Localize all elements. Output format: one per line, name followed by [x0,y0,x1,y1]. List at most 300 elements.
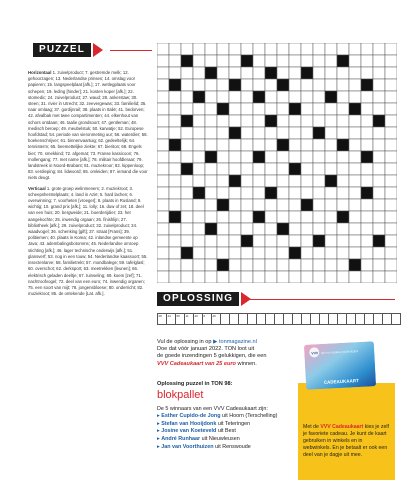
grid-cell[interactable] [241,43,253,55]
grid-cell[interactable] [385,79,397,91]
grid-cell[interactable] [265,223,277,235]
grid-cell[interactable] [181,271,193,283]
grid-cell[interactable] [181,139,193,151]
grid-cell[interactable] [301,103,313,115]
grid-cell[interactable] [385,223,397,235]
grid-cell[interactable] [373,223,385,235]
grid-cell[interactable] [301,211,313,223]
grid-cell[interactable] [205,247,217,259]
grid-cell[interactable] [169,127,181,139]
site-link[interactable]: tonmagazine.nl [218,339,257,345]
grid-cell[interactable] [313,199,325,211]
grid-cell[interactable] [337,199,349,211]
grid-cell[interactable] [289,259,301,271]
grid-cell[interactable] [373,151,385,163]
grid-cell[interactable] [301,175,313,187]
grid-cell[interactable] [277,175,289,187]
grid-cell[interactable] [205,199,217,211]
grid-cell[interactable] [217,127,229,139]
grid-cell[interactable] [193,175,205,187]
grid-cell[interactable] [349,151,361,163]
grid-cell[interactable] [193,271,205,283]
grid-cell[interactable] [253,55,265,67]
grid-cell[interactable] [169,223,181,235]
grid-cell[interactable] [277,199,289,211]
grid-cell[interactable] [349,187,361,199]
grid-cell[interactable] [217,163,229,175]
grid-cell[interactable] [361,139,373,151]
grid-cell[interactable] [301,139,313,151]
grid-cell[interactable] [385,127,397,139]
grid-cell[interactable] [229,223,241,235]
grid-cell[interactable] [169,55,181,67]
grid-cell[interactable] [349,199,361,211]
grid-cell[interactable] [157,103,169,115]
grid-cell[interactable] [349,115,361,127]
grid-cell[interactable] [373,175,385,187]
grid-cell[interactable] [385,211,397,223]
grid-cell[interactable] [313,187,325,199]
grid-cell[interactable] [325,55,337,67]
grid-cell[interactable] [205,163,217,175]
grid-cell[interactable] [289,199,301,211]
grid-cell[interactable] [217,271,229,283]
grid-cell[interactable] [181,43,193,55]
grid-cell[interactable] [229,139,241,151]
grid-cell[interactable] [193,115,205,127]
grid-cell[interactable] [205,91,217,103]
grid-cell[interactable] [361,103,373,115]
grid-cell[interactable] [181,151,193,163]
grid-cell[interactable] [289,151,301,163]
grid-cell[interactable] [205,79,217,91]
grid-cell[interactable] [385,91,397,103]
grid-cell[interactable] [277,259,289,271]
grid-cell[interactable] [241,163,253,175]
grid-cell[interactable] [313,223,325,235]
grid-cell[interactable] [229,55,241,67]
grid-cell[interactable] [217,211,229,223]
grid-cell[interactable] [229,91,241,103]
grid-cell[interactable] [193,139,205,151]
grid-cell[interactable] [301,79,313,91]
solution-cell[interactable]: 6 [202,313,212,325]
grid-cell[interactable] [265,211,277,223]
grid-cell[interactable] [337,247,349,259]
grid-cell[interactable] [169,271,181,283]
grid-cell[interactable] [169,187,181,199]
grid-cell[interactable] [253,235,265,247]
grid-cell[interactable] [325,67,337,79]
grid-cell[interactable] [277,271,289,283]
grid-cell[interactable] [337,43,349,55]
grid-cell[interactable] [325,151,337,163]
grid-cell[interactable] [325,211,337,223]
solution-cell[interactable]: 44 [166,313,176,325]
grid-cell[interactable] [373,91,385,103]
grid-cell[interactable] [289,55,301,67]
grid-cell[interactable] [253,115,265,127]
grid-cell[interactable] [157,43,169,55]
grid-cell[interactable] [349,163,361,175]
grid-cell[interactable] [265,139,277,151]
grid-cell[interactable] [361,67,373,79]
grid-cell[interactable] [349,67,361,79]
grid-cell[interactable] [169,151,181,163]
grid-cell[interactable] [169,67,181,79]
grid-cell[interactable] [337,103,349,115]
grid-cell[interactable] [265,235,277,247]
grid-cell[interactable] [301,271,313,283]
grid-cell[interactable] [169,115,181,127]
grid-cell[interactable] [241,139,253,151]
grid-cell[interactable] [277,55,289,67]
grid-cell[interactable] [265,103,277,115]
grid-cell[interactable] [157,247,169,259]
grid-cell[interactable] [385,139,397,151]
grid-cell[interactable] [193,67,205,79]
crossword-grid[interactable] [157,43,397,283]
grid-cell[interactable] [253,187,265,199]
grid-cell[interactable] [157,91,169,103]
grid-cell[interactable] [337,259,349,271]
grid-cell[interactable] [289,127,301,139]
grid-cell[interactable] [325,43,337,55]
grid-cell[interactable] [157,223,169,235]
grid-cell[interactable] [253,163,265,175]
grid-cell[interactable] [361,115,373,127]
grid-cell[interactable] [169,103,181,115]
grid-cell[interactable] [217,43,229,55]
grid-cell[interactable] [241,271,253,283]
solution-cell[interactable] [391,313,401,325]
grid-cell[interactable] [277,43,289,55]
grid-cell[interactable] [361,259,373,271]
grid-cell[interactable] [229,235,241,247]
grid-cell[interactable] [313,115,325,127]
solution-cell[interactable]: 46 [211,313,221,325]
grid-cell[interactable] [325,103,337,115]
grid-cell[interactable] [241,127,253,139]
grid-cell[interactable] [289,115,301,127]
grid-cell[interactable] [361,127,373,139]
grid-cell[interactable] [337,175,349,187]
grid-cell[interactable] [313,103,325,115]
grid-cell[interactable] [181,103,193,115]
grid-cell[interactable] [313,139,325,151]
grid-cell[interactable] [181,223,193,235]
grid-cell[interactable] [241,115,253,127]
grid-cell[interactable] [385,43,397,55]
grid-cell[interactable] [205,175,217,187]
grid-cell[interactable] [385,271,397,283]
grid-cell[interactable] [229,199,241,211]
grid-cell[interactable] [169,235,181,247]
grid-cell[interactable] [313,151,325,163]
grid-cell[interactable] [385,235,397,247]
grid-cell[interactable] [217,79,229,91]
grid-cell[interactable] [181,67,193,79]
grid-cell[interactable] [157,163,169,175]
grid-cell[interactable] [229,259,241,271]
grid-cell[interactable] [349,247,361,259]
grid-cell[interactable] [241,151,253,163]
grid-cell[interactable] [253,43,265,55]
grid-cell[interactable] [241,79,253,91]
grid-cell[interactable] [325,163,337,175]
grid-cell[interactable] [337,163,349,175]
grid-cell[interactable] [193,247,205,259]
grid-cell[interactable] [385,115,397,127]
grid-cell[interactable] [325,247,337,259]
grid-cell[interactable] [241,247,253,259]
grid-cell[interactable] [301,235,313,247]
grid-cell[interactable] [325,127,337,139]
grid-cell[interactable] [373,163,385,175]
grid-cell[interactable] [277,151,289,163]
grid-cell[interactable] [325,115,337,127]
grid-cell[interactable] [253,139,265,151]
grid-cell[interactable] [181,187,193,199]
grid-cell[interactable] [229,271,241,283]
grid-cell[interactable] [385,259,397,271]
grid-cell[interactable] [289,79,301,91]
grid-cell[interactable] [229,67,241,79]
grid-cell[interactable] [253,67,265,79]
grid-cell[interactable] [229,187,241,199]
grid-cell[interactable] [241,67,253,79]
grid-cell[interactable] [289,187,301,199]
grid-cell[interactable] [169,259,181,271]
grid-cell[interactable] [301,43,313,55]
grid-cell[interactable] [169,163,181,175]
grid-cell[interactable] [313,175,325,187]
grid-cell[interactable] [253,247,265,259]
grid-cell[interactable] [277,187,289,199]
grid-cell[interactable] [229,115,241,127]
grid-cell[interactable] [277,235,289,247]
grid-cell[interactable] [157,115,169,127]
grid-cell[interactable] [217,187,229,199]
grid-cell[interactable] [217,235,229,247]
grid-cell[interactable] [217,175,229,187]
grid-cell[interactable] [157,151,169,163]
grid-cell[interactable] [277,211,289,223]
grid-cell[interactable] [157,199,169,211]
grid-cell[interactable] [205,103,217,115]
grid-cell[interactable] [337,151,349,163]
grid-cell[interactable] [385,199,397,211]
grid-cell[interactable] [217,115,229,127]
grid-cell[interactable] [361,55,373,67]
grid-cell[interactable] [325,187,337,199]
grid-cell[interactable] [193,127,205,139]
grid-cell[interactable] [373,67,385,79]
grid-cell[interactable] [217,139,229,151]
grid-cell[interactable] [157,127,169,139]
grid-cell[interactable] [373,211,385,223]
grid-cell[interactable] [277,115,289,127]
grid-cell[interactable] [157,175,169,187]
grid-cell[interactable] [313,79,325,91]
grid-cell[interactable] [157,79,169,91]
grid-cell[interactable] [193,79,205,91]
grid-cell[interactable] [301,115,313,127]
grid-cell[interactable] [337,187,349,199]
grid-cell[interactable] [289,43,301,55]
grid-cell[interactable] [313,211,325,223]
grid-cell[interactable] [229,247,241,259]
grid-cell[interactable] [277,91,289,103]
grid-cell[interactable] [241,223,253,235]
grid-cell[interactable] [253,103,265,115]
grid-cell[interactable] [337,79,349,91]
grid-cell[interactable] [385,55,397,67]
grid-cell[interactable] [301,163,313,175]
grid-cell[interactable] [301,151,313,163]
grid-cell[interactable] [265,91,277,103]
grid-cell[interactable] [241,187,253,199]
grid-cell[interactable] [193,151,205,163]
grid-cell[interactable] [217,67,229,79]
grid-cell[interactable] [193,211,205,223]
grid-cell[interactable] [205,271,217,283]
grid-cell[interactable] [337,67,349,79]
grid-cell[interactable] [277,127,289,139]
grid-cell[interactable] [265,127,277,139]
grid-cell[interactable] [349,79,361,91]
grid-cell[interactable] [325,139,337,151]
grid-cell[interactable] [361,199,373,211]
grid-cell[interactable] [337,223,349,235]
grid-cell[interactable] [373,103,385,115]
grid-cell[interactable] [349,235,361,247]
grid-cell[interactable] [193,103,205,115]
grid-cell[interactable] [241,175,253,187]
grid-cell[interactable] [265,259,277,271]
grid-cell[interactable] [289,67,301,79]
grid-cell[interactable] [349,175,361,187]
grid-cell[interactable] [265,79,277,91]
grid-cell[interactable] [385,151,397,163]
grid-cell[interactable] [325,235,337,247]
grid-cell[interactable] [265,151,277,163]
grid-cell[interactable] [181,127,193,139]
grid-cell[interactable] [385,67,397,79]
grid-cell[interactable] [301,223,313,235]
grid-cell[interactable] [373,259,385,271]
grid-cell[interactable] [277,247,289,259]
grid-cell[interactable] [361,163,373,175]
grid-cell[interactable] [349,127,361,139]
grid-cell[interactable] [361,211,373,223]
grid-cell[interactable] [229,163,241,175]
grid-cell[interactable] [157,211,169,223]
grid-cell[interactable] [265,43,277,55]
grid-cell[interactable] [337,91,349,103]
grid-cell[interactable] [229,43,241,55]
grid-cell[interactable] [157,235,169,247]
grid-cell[interactable] [181,199,193,211]
grid-cell[interactable] [265,55,277,67]
grid-cell[interactable] [373,247,385,259]
grid-cell[interactable] [373,139,385,151]
grid-cell[interactable] [361,271,373,283]
grid-cell[interactable] [169,91,181,103]
grid-cell[interactable] [205,139,217,151]
grid-cell[interactable] [241,211,253,223]
grid-cell[interactable] [157,139,169,151]
grid-cell[interactable] [301,127,313,139]
grid-cell[interactable] [337,127,349,139]
grid-cell[interactable] [325,271,337,283]
grid-cell[interactable] [205,115,217,127]
grid-cell[interactable] [289,235,301,247]
grid-cell[interactable] [253,127,265,139]
grid-cell[interactable] [361,223,373,235]
grid-cell[interactable] [337,235,349,247]
grid-cell[interactable] [313,43,325,55]
grid-cell[interactable] [325,79,337,91]
grid-cell[interactable] [217,55,229,67]
grid-cell[interactable] [301,247,313,259]
grid-cell[interactable] [385,175,397,187]
grid-cell[interactable] [217,91,229,103]
grid-cell[interactable] [181,259,193,271]
grid-cell[interactable] [169,43,181,55]
grid-cell[interactable] [361,247,373,259]
grid-cell[interactable] [229,211,241,223]
grid-cell[interactable] [301,187,313,199]
grid-cell[interactable] [241,103,253,115]
grid-cell[interactable] [313,259,325,271]
grid-cell[interactable] [169,199,181,211]
grid-cell[interactable] [349,211,361,223]
grid-cell[interactable] [349,223,361,235]
grid-cell[interactable] [253,259,265,271]
grid-cell[interactable] [205,259,217,271]
grid-cell[interactable] [253,223,265,235]
grid-cell[interactable] [373,79,385,91]
grid-cell[interactable] [313,67,325,79]
grid-cell[interactable] [373,127,385,139]
grid-cell[interactable] [253,175,265,187]
grid-cell[interactable] [181,211,193,223]
grid-cell[interactable] [265,271,277,283]
grid-cell[interactable] [337,115,349,127]
grid-cell[interactable] [205,187,217,199]
grid-cell[interactable] [265,199,277,211]
grid-cell[interactable] [313,271,325,283]
grid-cell[interactable] [241,259,253,271]
grid-cell[interactable] [361,175,373,187]
grid-cell[interactable] [157,67,169,79]
grid-cell[interactable] [265,247,277,259]
grid-cell[interactable] [217,223,229,235]
grid-cell[interactable] [205,211,217,223]
grid-cell[interactable] [193,55,205,67]
grid-cell[interactable] [181,79,193,91]
grid-cell[interactable] [385,163,397,175]
grid-cell[interactable] [301,91,313,103]
grid-cell[interactable] [253,79,265,91]
grid-cell[interactable] [361,235,373,247]
solution-cell[interactable]: 65 [175,313,185,325]
grid-cell[interactable] [217,151,229,163]
grid-cell[interactable] [301,55,313,67]
grid-cell[interactable] [373,43,385,55]
grid-cell[interactable] [313,55,325,67]
